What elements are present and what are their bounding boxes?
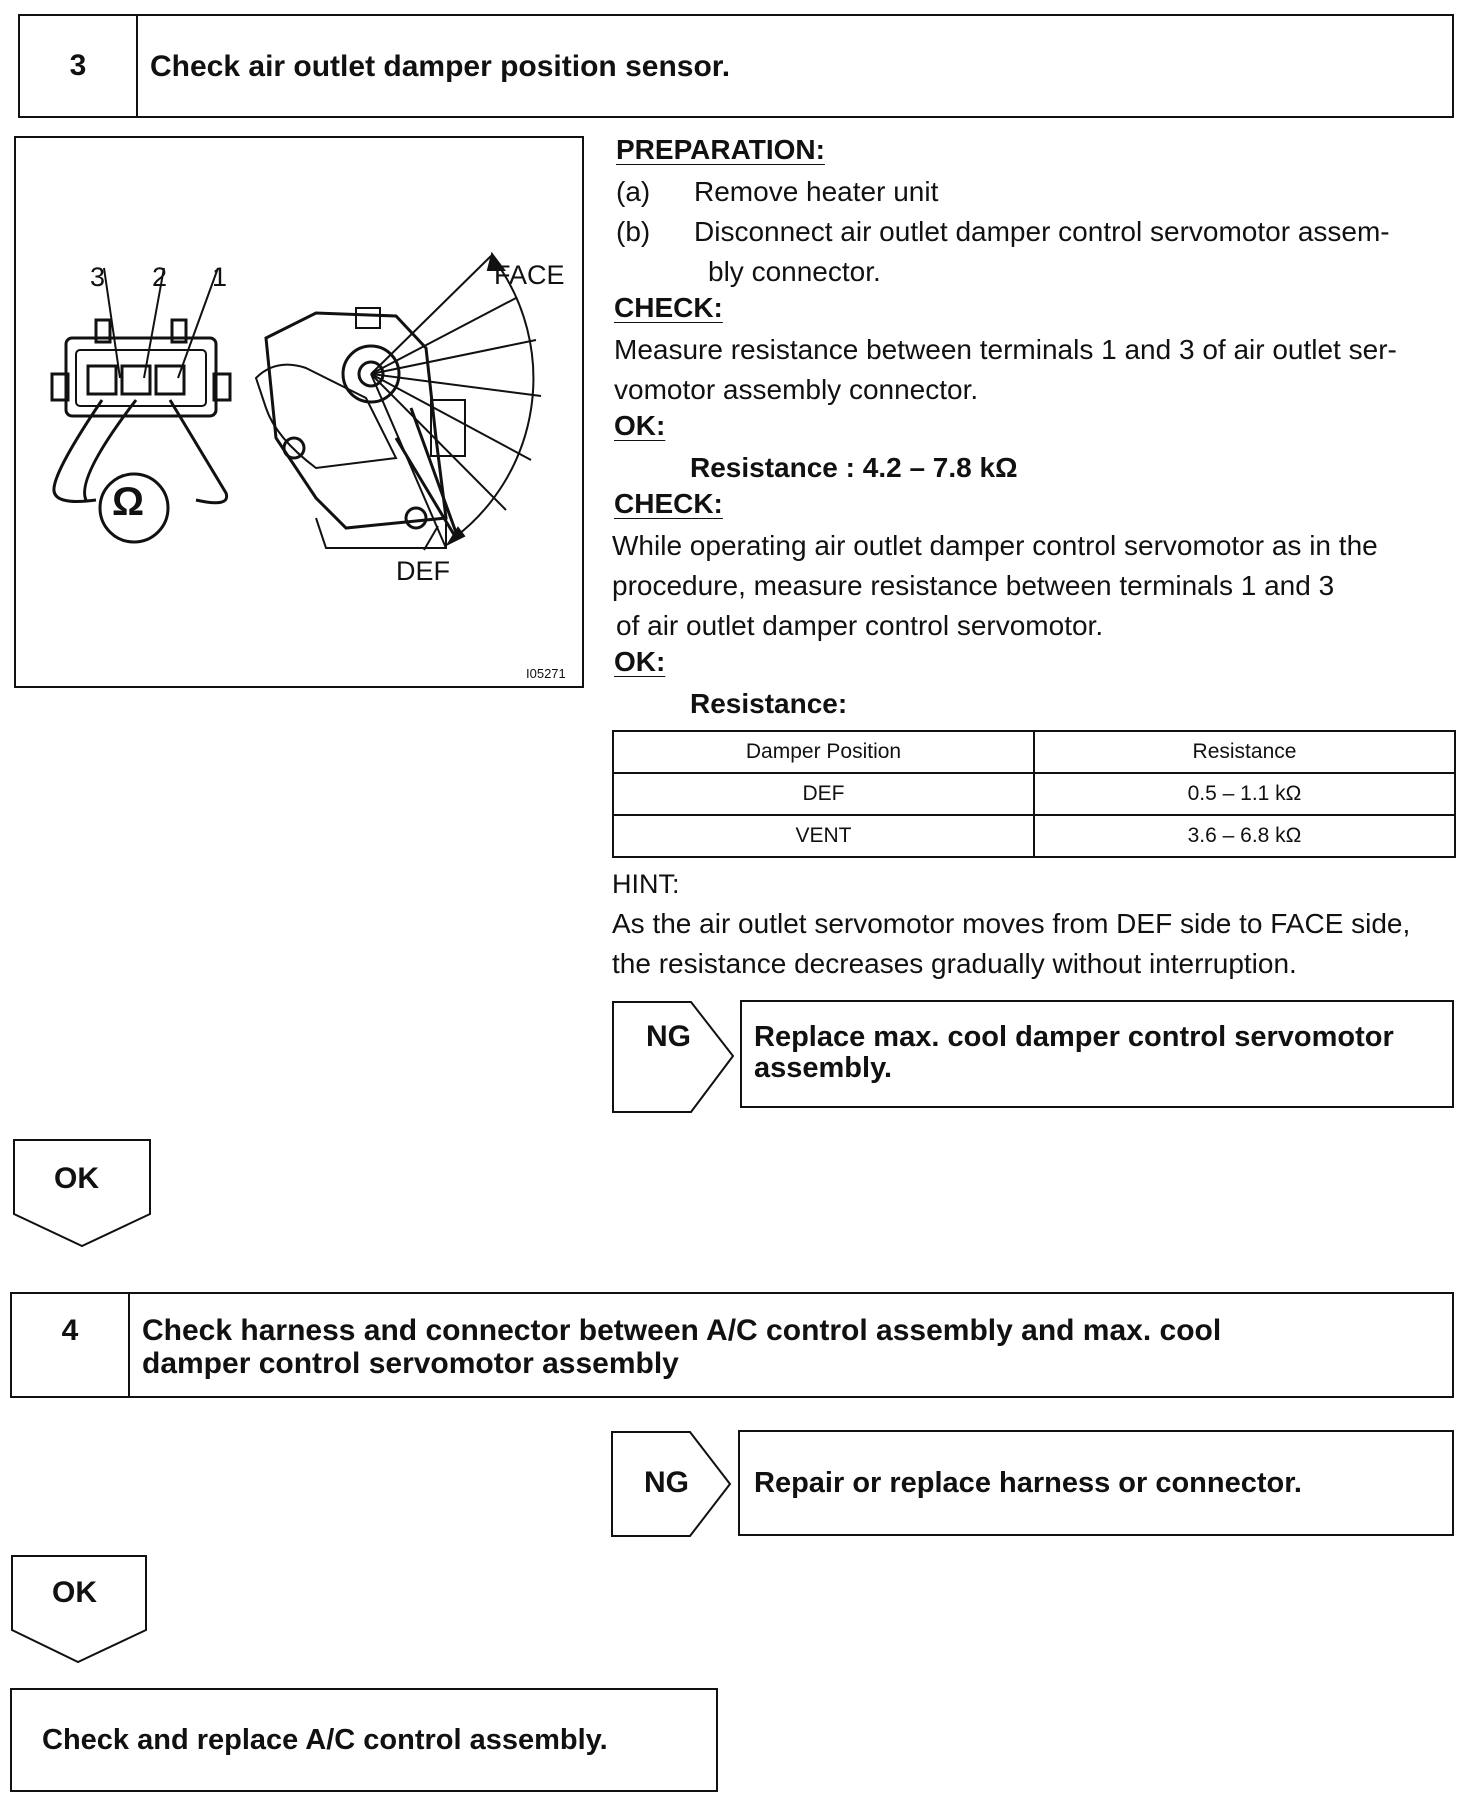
table-row	[613, 773, 1455, 815]
ok2-heading: OK:	[614, 646, 666, 677]
terminal-label-3: 3	[90, 262, 106, 292]
def-label: DEF	[396, 556, 450, 586]
ok2-arrow-label: OK	[52, 1576, 97, 1609]
ng1-label: NG	[646, 1020, 691, 1053]
prep-item-a-text: Remove heater unit	[694, 176, 939, 207]
terminal-label-2: 2	[152, 262, 168, 292]
ng2-action-box	[738, 1430, 1454, 1536]
resistance-table	[612, 730, 1456, 858]
table-cell: DEF	[613, 773, 1034, 815]
ohm-symbol: Ω	[112, 480, 145, 524]
step4-number: 4	[12, 1294, 130, 1396]
prep-item-a-marker: (a)	[616, 176, 651, 207]
ok2-spec: Resistance:	[690, 688, 848, 719]
hint-line2: the resistance decreases gradually without interruption.	[612, 948, 1297, 979]
terminal-label-1: 1	[212, 262, 228, 292]
prep-item-b-line1: Disconnect air outlet damper control servomotor assem-	[694, 216, 1390, 247]
step4-title-line2: damper control servomotor assembly	[142, 1347, 679, 1380]
table-header-row	[613, 731, 1455, 773]
table-header-cell: Resistance	[1034, 731, 1455, 773]
step4-header	[10, 1292, 1454, 1398]
table-cell: 0.5 – 1.1 kΩ	[1034, 773, 1455, 815]
step4-title	[130, 1294, 1221, 1396]
check1-line1: Measure resistance between terminals 1 and 3 of air outlet ser-	[614, 334, 1397, 365]
step3-number: 3	[20, 16, 138, 116]
figure-box	[14, 136, 584, 688]
hint-label: HINT:	[612, 869, 680, 899]
ng1-arrow-box	[611, 1000, 737, 1114]
check1-heading: CHECK:	[614, 292, 723, 323]
preparation-heading: PREPARATION:	[616, 134, 825, 165]
check2-line3: of air outlet damper control servomotor.	[616, 610, 1104, 641]
figure-id: I05271	[526, 666, 566, 681]
ng1-action-box	[740, 1000, 1454, 1108]
check1-line2: vomotor assembly connector.	[614, 374, 979, 405]
ok2-arrow	[10, 1554, 150, 1666]
table-header-cell: Damper Position	[613, 731, 1034, 773]
servomotor-drawing	[256, 308, 465, 548]
table-cell: VENT	[613, 815, 1034, 857]
final-action-box	[10, 1688, 718, 1792]
step4-title-line1: Check harness and connector between A/C control assembly and max. cool	[142, 1314, 1222, 1347]
servomotor-diagram	[16, 138, 582, 686]
check2-heading: CHECK:	[614, 488, 723, 519]
table-row	[613, 815, 1455, 857]
ng2-action: Repair or replace harness or connector.	[754, 1466, 1302, 1499]
prep-item-b-marker: (b)	[616, 216, 651, 247]
ok1-arrow-label: OK	[54, 1162, 99, 1195]
step3-title: Check air outlet damper position sensor.	[150, 49, 731, 83]
ok1-heading: OK:	[614, 410, 666, 441]
check2-line2: procedure, measure resistance between terminals 1 and 3	[612, 570, 1335, 601]
face-label: FACE	[494, 260, 565, 290]
ng2-label: NG	[644, 1466, 689, 1499]
prep-item-b-line2: bly connector.	[708, 256, 881, 287]
hint-line1: As the air outlet servomotor moves from DEF side to FACE side,	[612, 908, 1411, 939]
final-action: Check and replace A/C control assembly.	[42, 1723, 608, 1756]
ok1-spec: Resistance : 4.2 – 7.8 kΩ	[690, 452, 1018, 483]
table-cell: 3.6 – 6.8 kΩ	[1034, 815, 1455, 857]
damper-arm-lines	[371, 256, 541, 548]
ng1-action-line1: Replace max. cool damper control servomotor	[754, 1021, 1394, 1053]
check2-line1: While operating air outlet damper control servomotor as in the	[612, 530, 1378, 561]
def-leader	[424, 526, 438, 550]
step3-header	[18, 14, 1454, 118]
ng1-action-line2: assembly.	[754, 1052, 893, 1084]
